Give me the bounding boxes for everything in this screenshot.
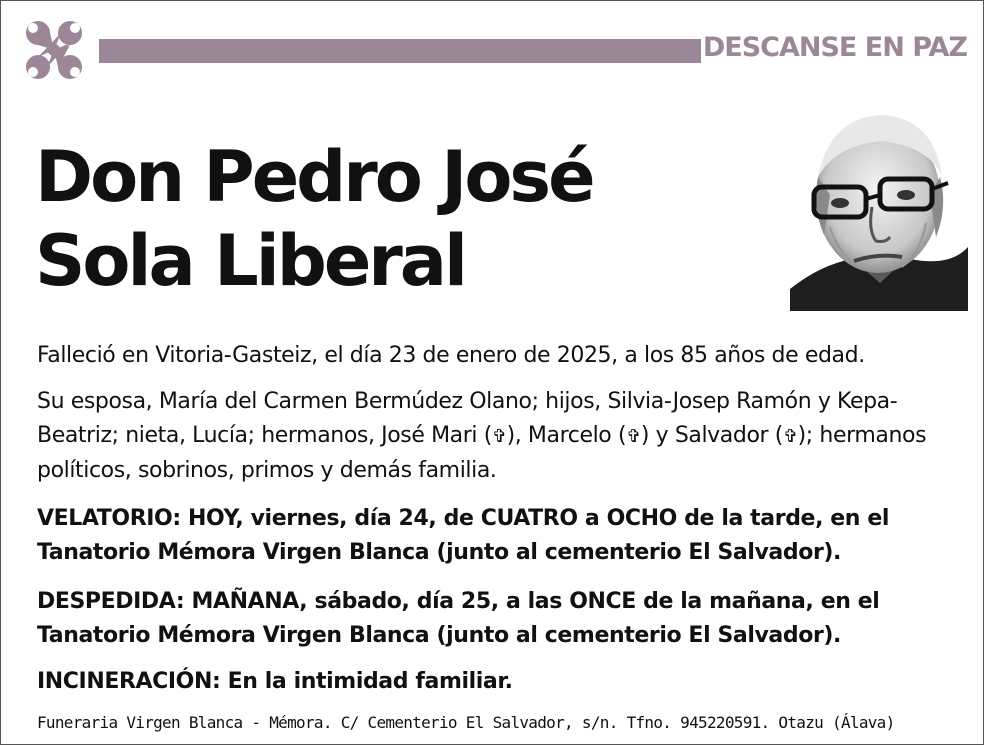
family-text-4: ); hermanos políticos, sobrinos, primos y demás familia. <box>37 423 927 483</box>
funeral-home-footer: Funeraria Virgen Blanca - Mémora. C/ Cementerio El Salvador, s/n. Tfno. 945220591. Otazu (Álava) <box>37 713 895 732</box>
velatorio-info: VELATORIO: HOY, viernes, día 24, de CUATRO a OCHO de la tarde, en el Tanatorio Mémora Virgen Blanca (junto al cementerio El Salvador). <box>37 506 889 565</box>
cross-icon: ✞ <box>491 426 507 447</box>
family-text-1: Su esposa, María del Carmen Bermúdez Olano; hijos, Silvia-Josep Ramón y Kepa-Beatriz; nieta, Lucía; hermanos, José Mari ( <box>37 389 898 448</box>
family-text-3: ) y Salvador ( <box>640 423 783 448</box>
lauburu-icon <box>15 13 93 87</box>
deceased-name <box>35 135 593 303</box>
family-text-2: ), Marcelo ( <box>506 423 627 448</box>
cross-icon: ✞ <box>782 426 798 447</box>
portrait-photo <box>790 107 968 311</box>
incineracion-info: INCINERACIÓN: En la intimidad familiar. <box>37 669 513 694</box>
header-label: DESCANSE EN PAZ <box>702 32 967 63</box>
name-line-1: Don Pedro José <box>35 136 593 218</box>
header-bar <box>99 39 701 63</box>
cross-icon: ✞ <box>626 426 641 447</box>
despedida-info: DESPEDIDA: MAÑANA, sábado, día 25, a las ONCE de la mañana, en el Tanatorio Mémora Virgen Blanca (junto al cementerio El Salvador). <box>37 589 880 648</box>
family-list <box>37 385 967 488</box>
name-line-2: Sola Liberal <box>35 220 466 302</box>
death-notice: Falleció en Vitoria-Gasteiz, el día 23 de enero de 2025, a los 85 años de edad. <box>37 343 865 368</box>
